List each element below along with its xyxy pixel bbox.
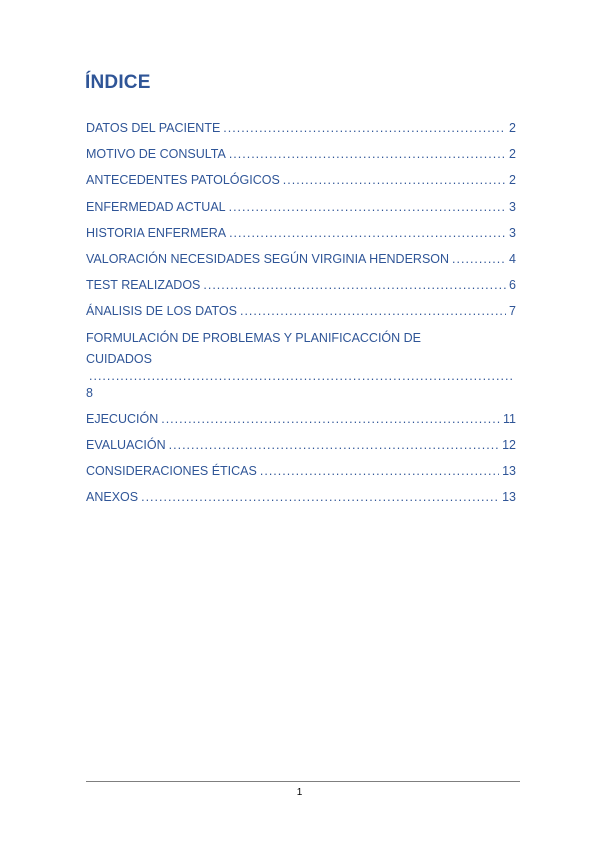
toc-leader-dots <box>223 120 506 137</box>
toc-entry-page: 3 <box>509 199 516 214</box>
toc-entry-page: 2 <box>509 147 516 162</box>
toc-entry-analisis-de-los-datos[interactable] <box>86 303 516 320</box>
toc-entry-page: 11 <box>503 411 516 426</box>
toc-leader-dots <box>283 172 506 189</box>
toc-entry-anexos[interactable] <box>86 489 516 506</box>
toc-entry-page: 13 <box>502 464 516 479</box>
toc-leader-dots <box>240 303 506 320</box>
toc-entry-datos-del-paciente[interactable] <box>86 120 516 137</box>
toc-leader-dots <box>203 277 506 294</box>
toc-leader-dots <box>161 411 500 428</box>
toc-leader-dots <box>169 437 499 454</box>
toc-entry-formulacion-de-problemas[interactable] <box>86 330 516 402</box>
toc-entry-valoracion-necesidades[interactable] <box>86 251 516 268</box>
toc-entry-title: DATOS DEL PACIENTE <box>86 121 221 135</box>
toc-entry-enfermedad-actual[interactable] <box>86 199 516 216</box>
toc-entry-page: 4 <box>509 251 516 266</box>
toc-entry-page: 13 <box>502 490 516 505</box>
toc-entry-page: 7 <box>509 304 516 319</box>
toc-entry-historia-enfermera[interactable] <box>86 225 516 242</box>
toc-entry-ejecucion[interactable] <box>86 411 516 428</box>
toc-entry-title: EJECUCIÓN <box>86 411 159 426</box>
toc-leader-dots <box>229 146 506 163</box>
toc-leader-dots <box>89 368 513 385</box>
toc-entry-page: 8 <box>86 385 93 400</box>
toc-entry-page: 2 <box>509 173 516 188</box>
toc-entry-title: EVALUACIÓN <box>86 437 166 452</box>
toc-leader-dots <box>141 489 499 506</box>
toc-entry-title: MOTIVO DE CONSULTA <box>86 147 226 162</box>
toc-entry-title-line2: CUIDADOS <box>86 351 152 366</box>
page-number: 1 <box>296 787 303 798</box>
toc-entry-title-line1: FORMULACIÓN DE PROBLEMAS Y PLANIFICACCIÓN DE <box>86 330 422 345</box>
toc-entry-title: TEST REALIZADOS <box>86 278 201 293</box>
toc-entry-title: CONSIDERACIONES ÉTICAS <box>86 464 257 479</box>
table-of-contents <box>86 120 516 515</box>
toc-entry-page: 12 <box>502 437 516 452</box>
toc-entry-consideraciones-eticas[interactable] <box>86 463 516 480</box>
toc-entry-evaluacion[interactable] <box>86 437 516 454</box>
toc-entry-antecedentes-patologicos[interactable] <box>86 172 516 189</box>
toc-leader-dots <box>260 463 499 480</box>
toc-heading: ÍNDICE <box>85 72 151 93</box>
toc-entry-title: HISTORIA ENFERMERA <box>86 225 227 240</box>
toc-leader-dots <box>452 251 506 268</box>
toc-leader-dots <box>229 225 506 242</box>
toc-entry-title: ÁNALISIS DE LOS DATOS <box>86 304 237 319</box>
toc-entry-page: 2 <box>509 121 516 135</box>
toc-entry-title: ENFERMEDAD ACTUAL <box>86 199 226 214</box>
toc-entry-title: VALORACIÓN NECESIDADES SEGÚN VIRGINIA HENDERSON <box>86 251 450 266</box>
toc-entry-page: 6 <box>509 278 516 293</box>
toc-entry-page: 3 <box>509 225 516 240</box>
toc-entry-title: ANEXOS <box>86 490 139 505</box>
toc-entry-title: ANTECEDENTES PATOLÓGICOS <box>86 173 280 188</box>
toc-leader-dots <box>229 199 506 216</box>
footer-divider <box>86 781 520 782</box>
toc-entry-motivo-de-consulta[interactable] <box>86 146 516 163</box>
toc-entry-test-realizados[interactable] <box>86 277 516 294</box>
